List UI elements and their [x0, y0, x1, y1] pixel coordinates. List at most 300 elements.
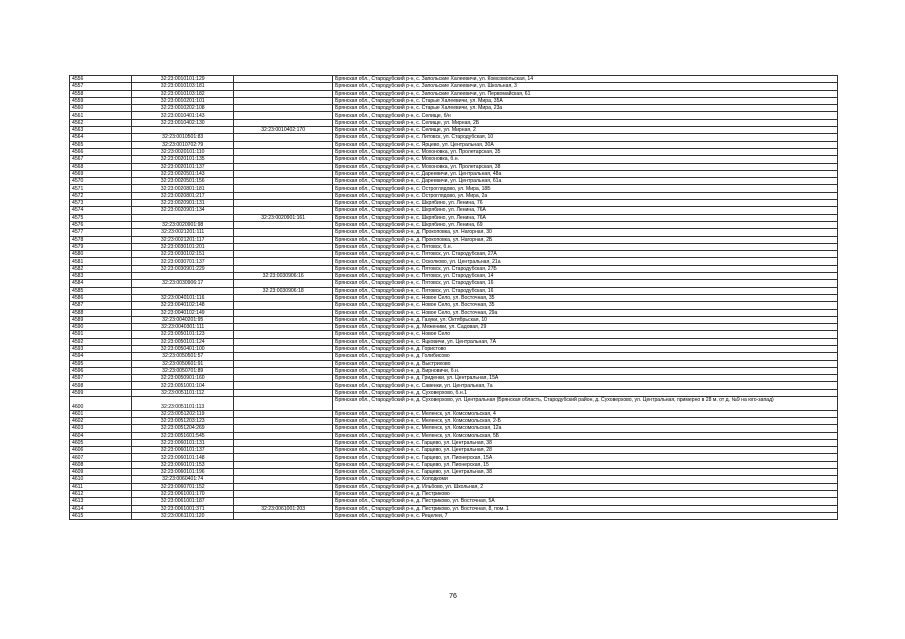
- cadastral-number-cell: 32:23:0021201:111: [132, 229, 234, 236]
- linked-cadastral-number-cell: [234, 439, 333, 446]
- cadastral-number-cell: 32:23:0051204:269: [132, 425, 234, 432]
- linked-cadastral-number-cell: [234, 178, 333, 185]
- address-cell: Брянская обл., Стародубский р-н, с. Мохоновка, ул. Пролетарская, 38: [333, 163, 838, 170]
- table-row: [70, 454, 838, 461]
- linked-cadastral-number-cell: [234, 265, 333, 272]
- cadastral-number-cell: 32:23:0061001:187: [132, 498, 234, 505]
- cadastral-number-cell: 32:23:0020501:156: [132, 178, 234, 185]
- linked-cadastral-number-cell: 32:23:0030906:18: [234, 287, 333, 294]
- linked-cadastral-number-cell: [234, 97, 333, 104]
- linked-cadastral-number-cell: 32:23:0030906:16: [234, 273, 333, 280]
- linked-cadastral-number-cell: [234, 375, 333, 382]
- address-cell: Брянская обл., Стародубский р-н, с. Осколково, ул. Центральная, 21а: [333, 258, 838, 265]
- address-cell: Брянская обл., Стародубский р-н, д. Прокоповка, ул. Нагорная, 2Б: [333, 236, 838, 243]
- address-cell: Брянская обл., Стародубский р-н, с. Новое Село, ул. Восточная, 35: [333, 302, 838, 309]
- table-row: [70, 141, 838, 148]
- linked-cadastral-number-cell: [234, 280, 333, 287]
- linked-cadastral-number-cell: [234, 148, 333, 155]
- address-cell: Брянская обл., Стародубский р-н, с. Гарцево, ул. Центральная, 28: [333, 447, 838, 454]
- cadastral-number-cell: 32:23:0050401:100: [132, 345, 234, 352]
- table-row: [70, 375, 838, 382]
- address-cell: Брянская обл., Стародубский р-н, с. Дареевичи, ул. Центральная, 61а: [333, 178, 838, 185]
- table-row: [70, 178, 838, 185]
- table-row: [70, 498, 838, 505]
- linked-cadastral-number-cell: [234, 156, 333, 163]
- cadastral-number-cell: 32:23:0050601:91: [132, 360, 234, 367]
- cadastral-number-cell: 32:23:0050101:123: [132, 331, 234, 338]
- address-cell: Брянская обл., Стародубский р-н, с. Гарцево, ул. Пионерская, 15: [333, 461, 838, 468]
- row-number-cell: 4609: [70, 469, 132, 476]
- linked-cadastral-number-cell: [234, 483, 333, 490]
- address-cell: Брянская обл., Стародубский р-н, д. Ильбово, ул. Школьная, 2: [333, 483, 838, 490]
- address-cell: Брянская обл., Стародубский р-н, с. Мохоновка, б.н.: [333, 156, 838, 163]
- address-cell: Брянская обл., Стародубский р-н, с. Остроглядово, ул. Мира, 2а: [333, 192, 838, 199]
- row-number-cell: 4593: [70, 345, 132, 352]
- row-number-cell: 4578: [70, 236, 132, 243]
- row-number-cell: 4591: [70, 331, 132, 338]
- row-number-cell: 4571: [70, 185, 132, 192]
- cadastral-number-cell: [132, 287, 234, 294]
- address-cell: Брянская обл., Стародубский р-н, с. Пятовск, ул. Стародубская, 27Б: [333, 265, 838, 272]
- row-number-cell: 4576: [70, 221, 132, 228]
- row-number-cell: 4561: [70, 112, 132, 119]
- table-row: [70, 331, 838, 338]
- linked-cadastral-number-cell: [234, 454, 333, 461]
- address-cell: Брянская обл., Стародубский р-н, с. Меленск, ул. Комсомольская, 12а: [333, 425, 838, 432]
- cadastral-number-cell: 32:23:0060101:153: [132, 461, 234, 468]
- linked-cadastral-number-cell: [234, 200, 333, 207]
- row-number-cell: 4612: [70, 490, 132, 497]
- table-row: [70, 258, 838, 265]
- linked-cadastral-number-cell: [234, 345, 333, 352]
- address-cell: Брянская обл., Стародубский р-н, с. Гарцево, ул. Пионерская, 15А: [333, 454, 838, 461]
- cadastral-number-cell: [132, 214, 234, 221]
- row-number-cell: 4600: [70, 397, 132, 411]
- row-number-cell: 4589: [70, 316, 132, 323]
- address-cell: Брянская обл., Стародубский р-н, с. Холодкоми: [333, 476, 838, 483]
- row-number-cell: 4560: [70, 105, 132, 112]
- cadastral-number-cell: 32:23:0040301:111: [132, 324, 234, 331]
- table-row: [70, 461, 838, 468]
- table-row: [70, 265, 838, 272]
- linked-cadastral-number-cell: [234, 324, 333, 331]
- page-number: 76: [449, 593, 457, 600]
- cadastral-number-cell: 32:23:0010201:101: [132, 97, 234, 104]
- cadastral-number-cell: 32:23:0051101:112: [132, 389, 234, 396]
- address-cell: Брянская обл., Стародубский р-н, д. Прокоповка, ул. Нагорная, 30: [333, 229, 838, 236]
- table-row: [70, 302, 838, 309]
- linked-cadastral-number-cell: [234, 229, 333, 236]
- cadastral-number-cell: 32:23:0060101:131: [132, 439, 234, 446]
- table-row: [70, 156, 838, 163]
- linked-cadastral-number-cell: [234, 490, 333, 497]
- address-cell: Брянская обл., Стародубский р-н, с. Пятовск, ул. Стародубская, 14: [333, 273, 838, 280]
- cadastral-number-cell: 32:23:0050501:57: [132, 353, 234, 360]
- table-row: [70, 280, 838, 287]
- cadastral-number-cell: 32:23:0020101:137: [132, 163, 234, 170]
- table-row: [70, 229, 838, 236]
- cadastral-number-cell: 32:23:0020501:143: [132, 170, 234, 177]
- address-cell: Брянская обл., Стародубский р-н, с. Шкрябино, ул. Ленина, 76А: [333, 207, 838, 214]
- cadastral-number-cell: 32:23:0060401:74: [132, 476, 234, 483]
- table-row: [70, 382, 838, 389]
- table-row: [70, 105, 838, 112]
- row-number-cell: 4586: [70, 294, 132, 301]
- table-row: [70, 417, 838, 424]
- row-number-cell: 4610: [70, 476, 132, 483]
- linked-cadastral-number-cell: [234, 141, 333, 148]
- address-cell: Брянская обл., Стародубский р-н, с. Дареевичи, ул. Центральная, 48а: [333, 170, 838, 177]
- linked-cadastral-number-cell: [234, 498, 333, 505]
- address-cell: Брянская обл., Стародубский р-н, с. Гарцево, ул. Центральная, 38: [333, 469, 838, 476]
- address-cell: Брянская обл., Стародубский р-н, д. Газуки, ул. Октябрьская, 10: [333, 316, 838, 323]
- address-cell: Брянская обл., Стародубский р-н, с. Рецелеи, 7: [333, 512, 838, 519]
- cadastral-number-cell: 32:23:0040102:149: [132, 309, 234, 316]
- address-cell: Брянская обл., Стародубский р-н, с. Мохоновка, ул. Пролетарская, 35: [333, 148, 838, 155]
- cadastral-number-cell: 32:23:0051601:545: [132, 432, 234, 439]
- table-row: [70, 294, 838, 301]
- cadastral-number-cell: 32:23:0040201:95: [132, 316, 234, 323]
- row-number-cell: 4574: [70, 207, 132, 214]
- row-number-cell: 4587: [70, 302, 132, 309]
- row-number-cell: 4564: [70, 134, 132, 141]
- cadastral-number-cell: 32:23:0020801:217: [132, 192, 234, 199]
- address-cell: Брянская обл., Стародубский р-н, с. Старые Халеевичи, ул. Мира, 35А: [333, 97, 838, 104]
- address-cell: Брянская обл., Стародубский р-н, с. Запольские Халеевичи, ул. Школьная, 3: [333, 83, 838, 90]
- linked-cadastral-number-cell: [234, 447, 333, 454]
- address-cell: Брянская обл., Стародубский р-н, с. Новое Село, ул. Восточная, 35: [333, 294, 838, 301]
- table-row: [70, 389, 838, 396]
- address-cell: Брянская обл., Стародубский р-н, с. Пятовск, ул. Стародубская, 16: [333, 287, 838, 294]
- cadastral-number-cell: 32:23:0051001:104: [132, 382, 234, 389]
- linked-cadastral-number-cell: [234, 353, 333, 360]
- address-cell: Брянская обл., Стародубский р-н, с. Пятовск, ул. Стародубская, 27А: [333, 251, 838, 258]
- address-cell: Брянская обл., Стародубский р-н, с. Шкрябино, ул. Ленина, 76А: [333, 214, 838, 221]
- address-cell: Брянская обл., Стародубский р-н, с. Ярцево, ул. Центральная, 30А: [333, 141, 838, 148]
- cadastral-number-cell: 32:23:0010402:130: [132, 119, 234, 126]
- address-cell: Брянская обл., Стародубский р-н, с. Шкрябино, ул. Ленина, 69: [333, 221, 838, 228]
- linked-cadastral-number-cell: [234, 382, 333, 389]
- row-number-cell: 4575: [70, 214, 132, 221]
- linked-cadastral-number-cell: [234, 397, 333, 411]
- row-number-cell: 4569: [70, 170, 132, 177]
- cadastral-number-cell: 32:23:0021201:117: [132, 236, 234, 243]
- address-cell: Брянская обл., Стародубский р-н, д. Суховерхово, ул. Центральная (Брянская область, Стародубский район, д. Суховерхово, ул. Центральная, примерно в 28 м. от д. №9 на юго-запад): [333, 397, 838, 411]
- linked-cadastral-number-cell: [234, 302, 333, 309]
- cadastral-number-cell: 32:23:0051202:119: [132, 410, 234, 417]
- address-cell: Брянская обл., Стародубский р-н, д. Пестриково, ул. Восточная, 8, пом. 1: [333, 505, 838, 512]
- cadastral-number-cell: [132, 273, 234, 280]
- cadastral-number-cell: 32:23:0051101:113: [132, 397, 234, 411]
- row-number-cell: 4605: [70, 439, 132, 446]
- table-row: [70, 273, 838, 280]
- cadastral-number-cell: 32:23:0060101:148: [132, 454, 234, 461]
- address-cell: Брянская обл., Стародубский р-н, с. Запольские Халеевичи, ул. Первомайская, 61: [333, 90, 838, 97]
- linked-cadastral-number-cell: [234, 512, 333, 519]
- table-row: [70, 207, 838, 214]
- cadastral-table: [69, 75, 838, 520]
- table-row: [70, 432, 838, 439]
- address-cell: Брянская обл., Стародубский р-н, д. Голибисово: [333, 353, 838, 360]
- row-number-cell: 4562: [70, 119, 132, 126]
- cadastral-number-cell: 32:23:0061101:120: [132, 512, 234, 519]
- table-row: [70, 353, 838, 360]
- row-number-cell: 4606: [70, 447, 132, 454]
- table-row: [70, 134, 838, 141]
- address-cell: Брянская обл., Стародубский р-н, д. Пестриково, ул. Восточная, 5А: [333, 498, 838, 505]
- cadastral-number-cell: 32:23:0020101:135: [132, 156, 234, 163]
- cadastral-number-cell: 32:23:0020901:98: [132, 221, 234, 228]
- linked-cadastral-number-cell: [234, 389, 333, 396]
- cadastral-number-cell: 32:23:0020901:134: [132, 207, 234, 214]
- row-number-cell: 4611: [70, 483, 132, 490]
- address-cell: Брянская обл., Стародубский р-н, с. Савенки, ул. Центральная, 7а: [333, 382, 838, 389]
- cadastral-number-cell: 32:23:0060701:152: [132, 483, 234, 490]
- linked-cadastral-number-cell: [234, 112, 333, 119]
- cadastral-number-cell: 32:23:0020801:181: [132, 185, 234, 192]
- address-cell: Брянская обл., Стародубский р-н, с. Яцковичи, ул. Центральная, 7А: [333, 338, 838, 345]
- cadastral-number-cell: 32:23:0020101:110: [132, 148, 234, 155]
- table-row: [70, 309, 838, 316]
- table-row: [70, 119, 838, 126]
- table-row: [70, 243, 838, 250]
- address-cell: Брянская обл., Стародубский р-н, с. Новое Село, ул. Восточная, 29а: [333, 309, 838, 316]
- cadastral-number-cell: 32:23:0050901:160: [132, 375, 234, 382]
- row-number-cell: 4588: [70, 309, 132, 316]
- linked-cadastral-number-cell: [234, 469, 333, 476]
- table-row: [70, 483, 838, 490]
- row-number-cell: 4594: [70, 353, 132, 360]
- row-number-cell: 4579: [70, 243, 132, 250]
- address-cell: Брянская обл., Стародубский р-н, с. Литовск, ул. Стародубская, 10: [333, 134, 838, 141]
- linked-cadastral-number-cell: [234, 163, 333, 170]
- table-row: [70, 127, 838, 134]
- address-cell: Брянская обл., Стародубский р-н, с. Старые Халеевичи, ул. Мира, 23а: [333, 105, 838, 112]
- cadastral-number-cell: 32:23:0010103:182: [132, 90, 234, 97]
- linked-cadastral-number-cell: 32:23:0010402:170: [234, 127, 333, 134]
- linked-cadastral-number-cell: [234, 105, 333, 112]
- table-row: [70, 397, 838, 411]
- cadastral-number-cell: 32:23:0010103:181: [132, 83, 234, 90]
- linked-cadastral-number-cell: [234, 360, 333, 367]
- table-row: [70, 505, 838, 512]
- row-number-cell: 4580: [70, 251, 132, 258]
- linked-cadastral-number-cell: [234, 243, 333, 250]
- address-cell: Брянская обл., Стародубский р-н, с. Остроглядово, ул. Мира, 18Б: [333, 185, 838, 192]
- address-cell: Брянская обл., Стародубский р-н, д. Меженики, ул. Садовая, 29: [333, 324, 838, 331]
- cadastral-number-cell: 32:23:0010401:143: [132, 112, 234, 119]
- row-number-cell: 4565: [70, 141, 132, 148]
- cadastral-number-cell: 32:23:0010501:83: [132, 134, 234, 141]
- linked-cadastral-number-cell: [234, 221, 333, 228]
- row-number-cell: 4614: [70, 505, 132, 512]
- address-cell: Брянская обл., Стародубский р-н, д. Гористово: [333, 345, 838, 352]
- linked-cadastral-number-cell: 32:23:0020901:161: [234, 214, 333, 221]
- linked-cadastral-number-cell: [234, 90, 333, 97]
- table-row: [70, 316, 838, 323]
- row-number-cell: 4563: [70, 127, 132, 134]
- row-number-cell: 4602: [70, 417, 132, 424]
- cadastral-number-cell: 32:23:0061001:170: [132, 490, 234, 497]
- linked-cadastral-number-cell: [234, 417, 333, 424]
- address-cell: Брянская обл., Стародубский р-н, с. Запольские Халеевичи, ул. Комсомольская, 14: [333, 76, 838, 83]
- table-row: [70, 214, 838, 221]
- table-row: [70, 476, 838, 483]
- cadastral-number-cell: 32:23:0030906:17: [132, 280, 234, 287]
- table-row: [70, 163, 838, 170]
- table-row: [70, 112, 838, 119]
- cadastral-number-cell: 32:23:0020901:131: [132, 200, 234, 207]
- cadastral-number-cell: 32:23:0051203:123: [132, 417, 234, 424]
- address-cell: Брянская обл., Стародубский р-н, с. Селище, б/н: [333, 112, 838, 119]
- row-number-cell: 4597: [70, 375, 132, 382]
- table-row: [70, 439, 838, 446]
- row-number-cell: 4596: [70, 367, 132, 374]
- linked-cadastral-number-cell: [234, 331, 333, 338]
- table-row: [70, 490, 838, 497]
- cadastral-number-cell: 32:23:0030701:137: [132, 258, 234, 265]
- cadastral-number-cell: 32:23:0060101:137: [132, 447, 234, 454]
- row-number-cell: 4559: [70, 97, 132, 104]
- table-row: [70, 251, 838, 258]
- cadastral-number-cell: [132, 127, 234, 134]
- linked-cadastral-number-cell: [234, 236, 333, 243]
- table-row: [70, 287, 838, 294]
- address-cell: Брянская обл., Стародубский р-н, с. Селище, ул. Мирная, 2: [333, 127, 838, 134]
- table-row: [70, 76, 838, 83]
- row-number-cell: 4590: [70, 324, 132, 331]
- row-number-cell: 4599: [70, 389, 132, 396]
- row-number-cell: 4567: [70, 156, 132, 163]
- address-cell: Брянская обл., Стародубский р-н, с. Новое Село: [333, 331, 838, 338]
- cadastral-number-cell: 32:23:0040101:116: [132, 294, 234, 301]
- address-cell: Брянская обл., Стародубский р-н, с. Меленск, ул. Комсомольская, 2-Б: [333, 417, 838, 424]
- row-number-cell: 4573: [70, 200, 132, 207]
- table-row: [70, 170, 838, 177]
- linked-cadastral-number-cell: [234, 134, 333, 141]
- address-cell: Брянская обл., Стародубский р-н, д. Выстрихово: [333, 360, 838, 367]
- row-number-cell: 4598: [70, 382, 132, 389]
- linked-cadastral-number-cell: [234, 432, 333, 439]
- table-row: [70, 425, 838, 432]
- address-cell: Брянская обл., Стародубский р-н, д. Гриденки, ул. Центральная, 15А: [333, 375, 838, 382]
- table-row: [70, 512, 838, 519]
- table-row: [70, 83, 838, 90]
- table-row: [70, 236, 838, 243]
- row-number-cell: 4603: [70, 425, 132, 432]
- row-number-cell: 4568: [70, 163, 132, 170]
- linked-cadastral-number-cell: [234, 207, 333, 214]
- row-number-cell: 4615: [70, 512, 132, 519]
- cadastral-number-cell: 32:23:0050101:124: [132, 338, 234, 345]
- linked-cadastral-number-cell: [234, 425, 333, 432]
- linked-cadastral-number-cell: [234, 185, 333, 192]
- table-row: [70, 90, 838, 97]
- table-row: [70, 367, 838, 374]
- row-number-cell: 4566: [70, 148, 132, 155]
- address-cell: Брянская обл., Стародубский р-н, с. Пятовск, б.н.: [333, 243, 838, 250]
- linked-cadastral-number-cell: [234, 83, 333, 90]
- linked-cadastral-number-cell: [234, 76, 333, 83]
- row-number-cell: 4585: [70, 287, 132, 294]
- address-cell: Брянская обл., Стародубский р-н, с. Селище, ул. Мирная, 2Б: [333, 119, 838, 126]
- table-row: [70, 185, 838, 192]
- row-number-cell: 4558: [70, 90, 132, 97]
- linked-cadastral-number-cell: [234, 192, 333, 199]
- address-cell: Брянская обл., Стародубский р-н, д. Пестриково: [333, 490, 838, 497]
- linked-cadastral-number-cell: [234, 316, 333, 323]
- linked-cadastral-number-cell: [234, 476, 333, 483]
- table-row: [70, 97, 838, 104]
- cadastral-number-cell: 32:23:0030101:201: [132, 243, 234, 250]
- table-row: [70, 221, 838, 228]
- row-number-cell: 4581: [70, 258, 132, 265]
- row-number-cell: 4584: [70, 280, 132, 287]
- linked-cadastral-number-cell: [234, 251, 333, 258]
- table-row: [70, 447, 838, 454]
- row-number-cell: 4572: [70, 192, 132, 199]
- row-number-cell: 4556: [70, 76, 132, 83]
- linked-cadastral-number-cell: [234, 258, 333, 265]
- table-row: [70, 338, 838, 345]
- table-row: [70, 469, 838, 476]
- address-cell: Брянская обл., Стародубский р-н, д. Суховерхово, б.н.1: [333, 389, 838, 396]
- row-number-cell: 4613: [70, 498, 132, 505]
- table-row: [70, 148, 838, 155]
- row-number-cell: 4607: [70, 454, 132, 461]
- table-body: [70, 76, 838, 520]
- address-cell: Брянская обл., Стародубский р-н, с. Шкрябино, ул. Ленина, 76: [333, 200, 838, 207]
- table-row: [70, 345, 838, 352]
- table-row: [70, 360, 838, 367]
- cadastral-number-cell: 32:23:0060101:196: [132, 469, 234, 476]
- cadastral-number-cell: 32:23:0050701:89: [132, 367, 234, 374]
- table-row: [70, 324, 838, 331]
- row-number-cell: 4592: [70, 338, 132, 345]
- linked-cadastral-number-cell: [234, 170, 333, 177]
- table-row: [70, 200, 838, 207]
- linked-cadastral-number-cell: [234, 338, 333, 345]
- cadastral-number-cell: 32:23:0010702:79: [132, 141, 234, 148]
- row-number-cell: 4601: [70, 410, 132, 417]
- row-number-cell: 4557: [70, 83, 132, 90]
- address-cell: Брянская обл., Стародубский р-н, с. Гарцево, ул. Центральная, 38: [333, 439, 838, 446]
- row-number-cell: 4577: [70, 229, 132, 236]
- address-cell: Брянская обл., Стародубский р-н, с. Пятовск, ул. Стародубская, 16: [333, 280, 838, 287]
- cadastral-number-cell: 32:23:0010101:129: [132, 76, 234, 83]
- cadastral-number-cell: 32:23:0030102:151: [132, 251, 234, 258]
- cadastral-number-cell: 32:23:0010202:108: [132, 105, 234, 112]
- row-number-cell: 4583: [70, 273, 132, 280]
- cadastral-number-cell: 32:23:0040102:148: [132, 302, 234, 309]
- linked-cadastral-number-cell: [234, 367, 333, 374]
- address-cell: Брянская обл., Стародубский р-н, с. Меленск, ул. Комсомольская, 5Б: [333, 432, 838, 439]
- row-number-cell: 4604: [70, 432, 132, 439]
- linked-cadastral-number-cell: [234, 294, 333, 301]
- linked-cadastral-number-cell: [234, 461, 333, 468]
- table-row: [70, 410, 838, 417]
- table-row: [70, 192, 838, 199]
- linked-cadastral-number-cell: [234, 119, 333, 126]
- linked-cadastral-number-cell: [234, 410, 333, 417]
- linked-cadastral-number-cell: [234, 309, 333, 316]
- address-cell: Брянская обл., Стародубский р-н, д. Бирновичи, б.н.: [333, 367, 838, 374]
- row-number-cell: 4608: [70, 461, 132, 468]
- cadastral-number-cell: 32:23:0030901:229: [132, 265, 234, 272]
- address-cell: Брянская обл., Стародубский р-н, с. Меленск, ул. Комсомольская, 4: [333, 410, 838, 417]
- row-number-cell: 4570: [70, 178, 132, 185]
- row-number-cell: 4595: [70, 360, 132, 367]
